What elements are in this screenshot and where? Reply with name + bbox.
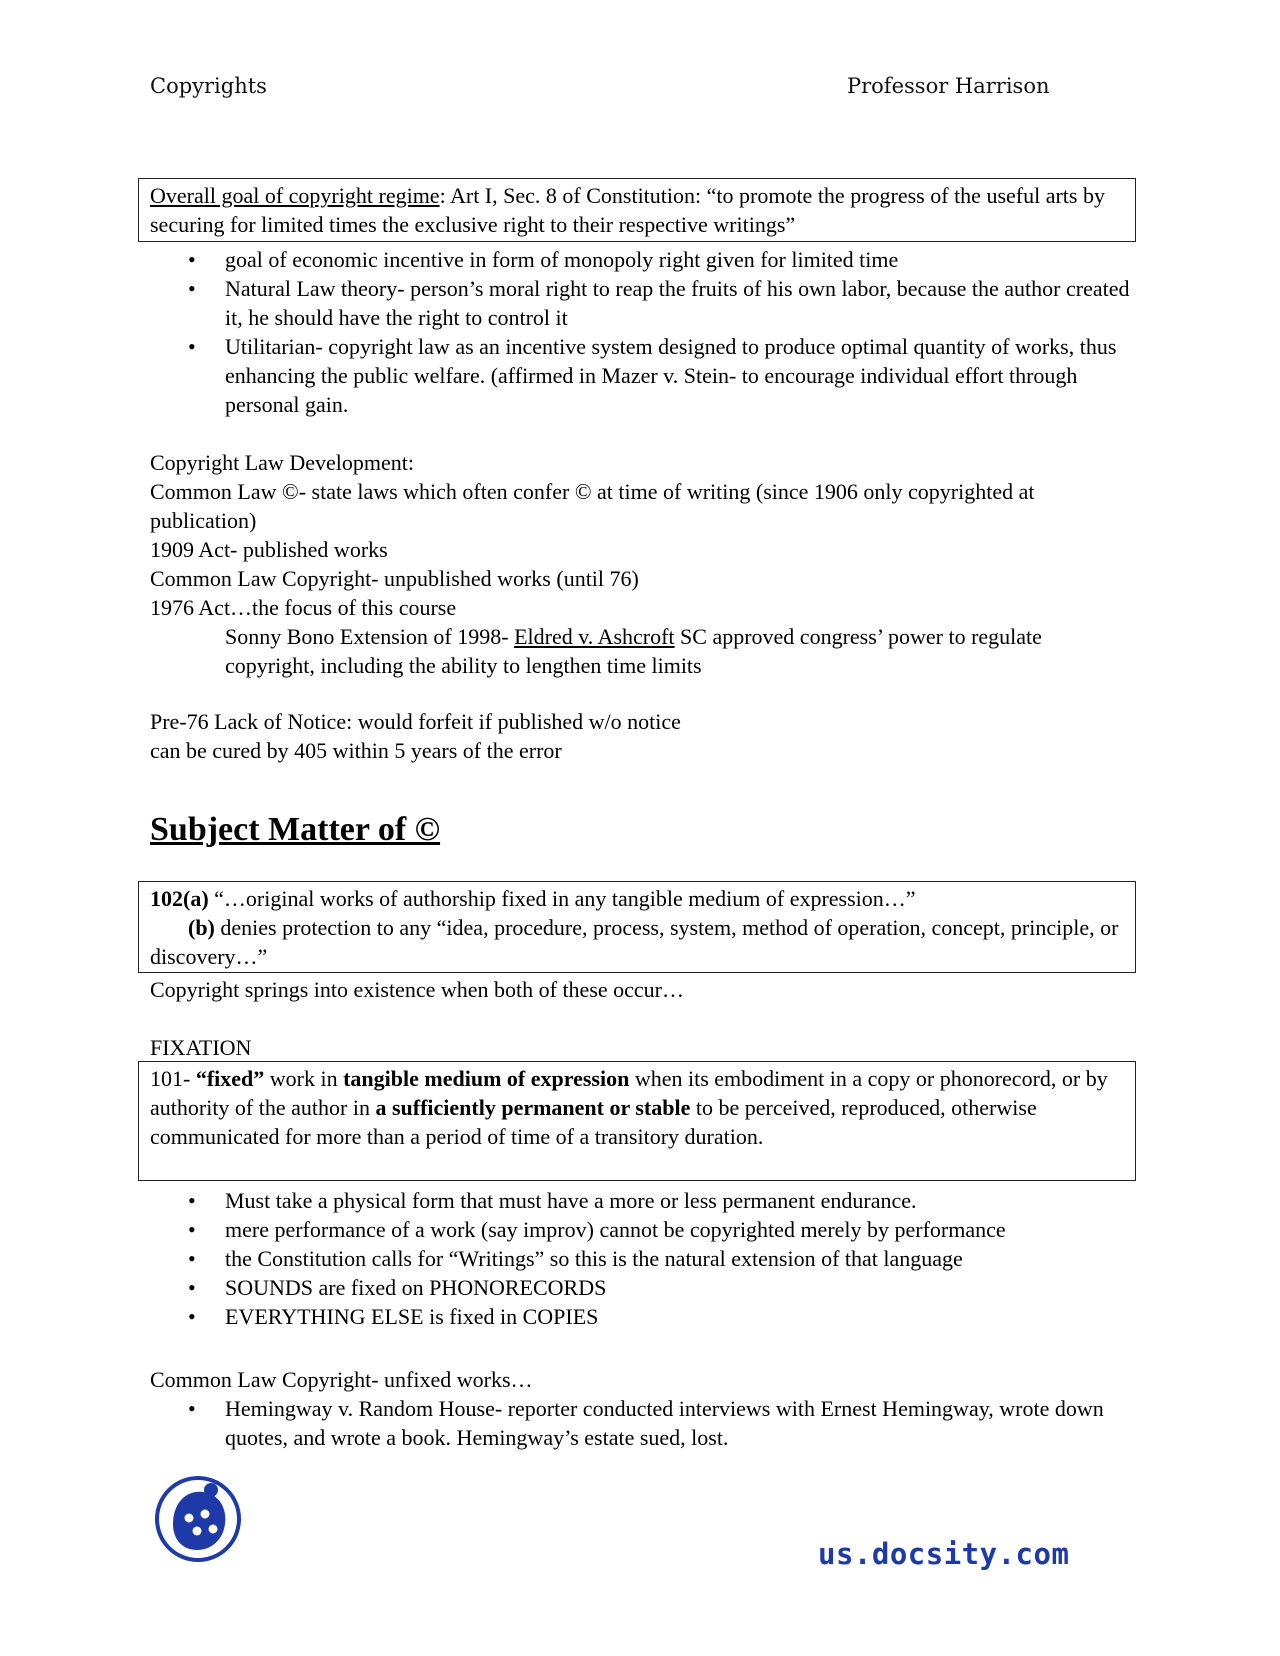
goal-label: Overall goal of copyright regime — [150, 183, 440, 208]
label-102b: (b) — [188, 915, 215, 940]
box-102 — [138, 881, 1136, 973]
eldred-case: Eldred v. Ashcroft — [514, 624, 675, 649]
sonny-suffix: SC approved congress’ power to regulate copyright, including the ability to lengthen time limits — [225, 624, 1042, 678]
text-102b: denies protection to any “idea, procedure, process, system, method of operation, concept, principle, or discovery…” — [150, 915, 1119, 969]
list-item: • goal of economic incentive in form of monopoly right given for limited time — [150, 245, 1130, 274]
unfixed-bullet-list — [150, 1394, 1130, 1452]
common-law-line: Common Law ©- state laws which often confer © at time of writing (since 1906 only copyrighted at publication) — [150, 479, 1035, 533]
fixation-bullet-list — [150, 1186, 1130, 1331]
fixation-heading: FIXATION — [150, 1035, 252, 1060]
list-item: • mere performance of a work (say improv) cannot be copyrighted merely by performance — [150, 1215, 1130, 1244]
list-item: • SOUNDS are fixed on PHONORECORDS — [150, 1273, 1130, 1302]
fixation-definition-box — [138, 1061, 1136, 1181]
label-102a: 102(a) — [150, 886, 209, 911]
springs-text: Copyright springs into existence when both of these occur… — [150, 977, 685, 1002]
section-title: Subject Matter of © — [150, 811, 441, 848]
def-prefix: 101- — [150, 1066, 196, 1091]
sonny-bono-line — [150, 622, 1110, 680]
development-heading: Copyright Law Development: — [150, 450, 414, 475]
docsity-logo-svg — [153, 1474, 243, 1564]
notice-line-1: Pre-76 Lack of Notice: would forfeit if published w/o notice — [150, 709, 681, 734]
docsity-site-link[interactable]: us.docsity.com — [818, 1537, 1070, 1571]
def-fixed: “fixed” — [195, 1066, 265, 1091]
list-item: • Must take a physical form that must have a more or less permanent endurance. — [150, 1186, 1130, 1215]
common-law-copyright-line: Common Law Copyright- unpublished works (until 76) — [150, 566, 639, 591]
header-professor: Professor Harrison — [847, 74, 1050, 98]
def-tangible: tangible medium of expression — [343, 1066, 630, 1091]
def-mid-1: work in — [264, 1066, 344, 1091]
header-course: Copyrights — [150, 74, 267, 98]
sonny-prefix: Sonny Bono Extension of 1998- — [225, 624, 515, 649]
goal-text: : Art I, Sec. 8 of Constitution: “to promote the progress of the useful arts by securing for limited times the exclusive right to their respective writings” — [150, 183, 1105, 237]
list-item: • Natural Law theory- person’s moral right to reap the fruits of his own labor, because the author created it, he should have the right to control it — [150, 274, 1130, 332]
goal-bullet-list — [150, 245, 1130, 419]
notice-section — [150, 707, 1110, 765]
docsity-logo-icon[interactable] — [153, 1474, 243, 1564]
def-mid-2: when its embodiment in a copy or phonorecord, or by authority of the author in — [150, 1066, 1108, 1120]
def-permanent: a sufficiently permanent or stable — [375, 1095, 691, 1120]
act-1976-line: 1976 Act…the focus of this course — [150, 595, 457, 620]
text-102a: “…original works of authorship fixed in any tangible medium of expression…” — [208, 886, 916, 911]
list-item: • Hemingway v. Random House- reporter conducted interviews with Ernest Hemingway, wrote down quotes, and wrote a book. Hemingway’s estate sued, lost. — [150, 1394, 1130, 1452]
development-section — [150, 448, 1110, 680]
act-1909-line: 1909 Act- published works — [150, 537, 388, 562]
unfixed-heading: Common Law Copyright- unfixed works… — [150, 1367, 533, 1392]
notice-line-2: can be cured by 405 within 5 years of the error — [150, 738, 562, 763]
box-102-a — [150, 884, 1124, 913]
list-item: • EVERYTHING ELSE is fixed in COPIES — [150, 1302, 1130, 1331]
list-item: • Utilitarian- copyright law as an incentive system designed to produce optimal quantity of works, thus enhancing the public welfare. (affirmed in Mazer v. Stein- to encourage individual effort through personal gain. — [150, 332, 1130, 419]
goal-box — [138, 178, 1136, 242]
def-end: to be perceived, reproduced, otherwise communicated for more than a period of time of a transitory duration. — [150, 1095, 1037, 1149]
box-102-b — [150, 913, 1124, 971]
list-item: • the Constitution calls for “Writings” so this is the natural extension of that language — [150, 1244, 1130, 1273]
